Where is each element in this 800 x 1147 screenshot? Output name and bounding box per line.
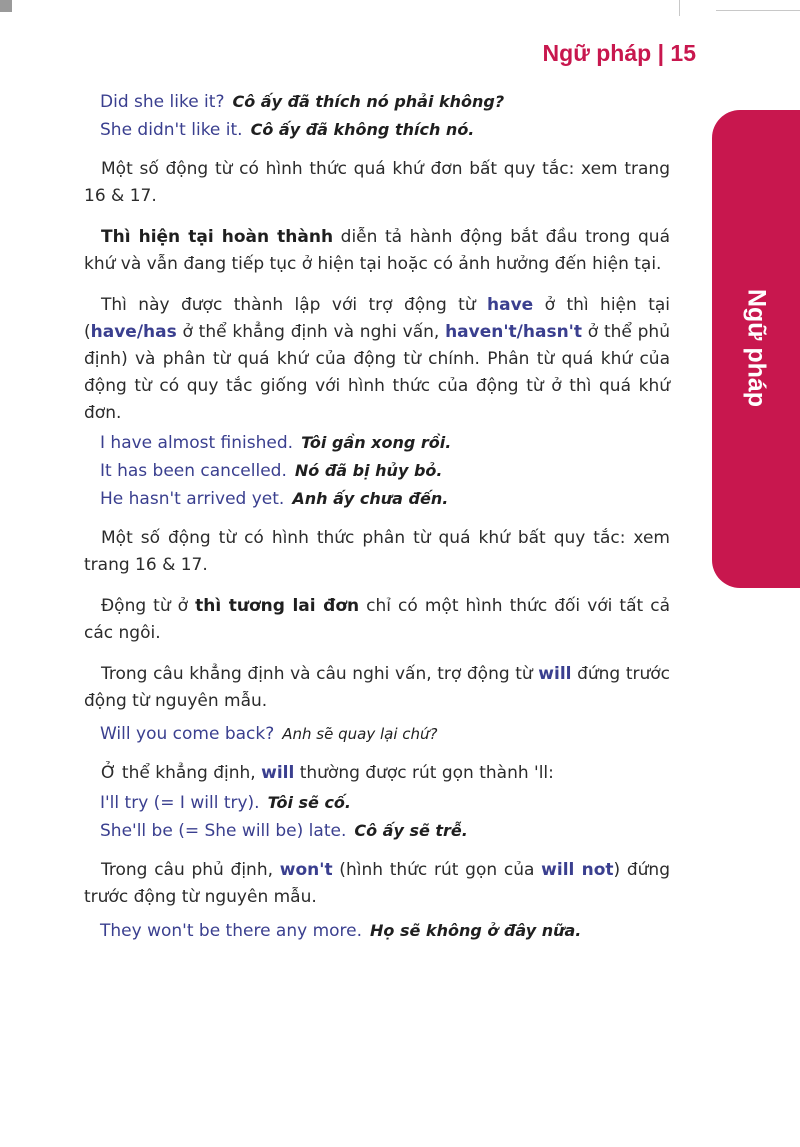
example-line <box>100 116 670 144</box>
example-vietnamese: Anh ấy chưa đến. <box>292 489 449 508</box>
paragraph <box>84 525 670 579</box>
example-line <box>100 817 670 845</box>
keyword: thì tương lai đơn <box>195 596 360 616</box>
example-line <box>100 789 670 817</box>
example-line <box>100 457 670 485</box>
paragraph-text: ) đứng trước động từ nguyên mẫu. <box>84 860 670 907</box>
paragraph-text: (hình thức rút gọn của <box>332 860 542 880</box>
example-vietnamese: Anh sẽ quay lại chứ? <box>282 725 438 743</box>
example-english: I have almost finished. <box>100 433 294 453</box>
example-english: They won't be there any more. <box>100 921 363 941</box>
keyword: Thì hiện tại hoàn thành <box>101 227 334 247</box>
example-line <box>100 721 670 748</box>
keyword: will <box>538 664 572 684</box>
example-vietnamese: Cô ấy đã không thích nó. <box>250 120 475 139</box>
example-english: I'll try (= I will try). <box>100 793 260 813</box>
paragraph-text: thường được rút gọn thành 'll: <box>294 763 554 783</box>
example-group-negative <box>84 917 670 945</box>
keyword: have/has <box>90 322 177 342</box>
crop-rule-vertical <box>679 0 680 16</box>
example-vietnamese: Tôi sẽ cố. <box>267 793 351 812</box>
paragraph <box>84 156 670 210</box>
paragraph-text: chỉ có một hình thức đối với tất cả các ngôi. <box>84 596 670 643</box>
paragraph-text: Động từ ở <box>101 596 196 616</box>
example-vietnamese: Nó đã bị hủy bỏ. <box>294 461 443 480</box>
paragraph-text: Một số động từ có hình thức phân từ quá khứ bất quy tắc: xem trang 16 & 17. <box>84 528 670 575</box>
example-vietnamese: Họ sẽ không ở đây nữa. <box>370 921 582 940</box>
example-english: Did she like it? <box>100 92 225 112</box>
paragraph <box>84 857 670 911</box>
keyword: will <box>261 763 295 783</box>
example-vietnamese: Cô ấy sẽ trễ. <box>354 821 468 840</box>
page-header: Ngữ pháp | 15 <box>542 40 696 66</box>
keyword: won't <box>279 860 333 880</box>
example-english: He hasn't arrived yet. <box>100 489 285 509</box>
paragraph-text: ở thể phủ định) và phân từ quá khứ của động từ chính. Phân từ quá khứ của động từ có quy tắc giống với hình thức của động từ ở thì quá khứ đơn. <box>84 322 670 423</box>
example-group-perfect <box>84 429 670 513</box>
paragraph-text: Trong câu khẳng định và câu nghi vấn, trợ động từ <box>101 664 539 684</box>
paragraph-text: Trong câu phủ định, <box>101 860 280 880</box>
paragraph-text: diễn tả hành động bắt đầu trong quá khứ và vẫn đang tiếp tục ở hiện tại hoặc có ảnh hưởng đến hiện tại. <box>84 227 671 274</box>
crop-rule-horizontal <box>716 10 800 11</box>
keyword: have <box>487 295 534 315</box>
paragraph <box>84 292 670 427</box>
example-group-contraction <box>84 789 670 845</box>
paragraph-text: Một số động từ có hình thức quá khứ đơn bất quy tắc: xem trang 16 & 17. <box>84 159 670 206</box>
paragraph <box>84 760 670 787</box>
keyword: haven't/hasn't <box>445 322 583 342</box>
example-vietnamese: Tôi gần xong rồi. <box>301 433 452 452</box>
example-english: She didn't like it. <box>100 120 243 140</box>
example-english: Will you come back? <box>100 724 275 744</box>
paragraph <box>84 224 670 278</box>
paragraph-text: ở thể khẳng định và nghi vấn, <box>176 322 446 342</box>
example-group-past <box>84 88 670 144</box>
example-line <box>100 88 670 116</box>
section-side-tab <box>712 110 800 588</box>
example-line <box>100 917 670 945</box>
example-line <box>100 485 670 513</box>
paragraph-text: Thì này được thành lập với trợ động từ <box>101 295 488 315</box>
crop-mark <box>0 0 12 12</box>
paragraph-text: Ở thể khẳng định, <box>101 763 262 783</box>
side-tab-label: Ngữ pháp <box>742 288 771 408</box>
paragraph <box>84 593 670 647</box>
example-english: She'll be (= She will be) late. <box>100 821 347 841</box>
example-vietnamese: Cô ấy đã thích nó phải không? <box>232 92 505 111</box>
paragraph <box>84 661 670 715</box>
page-content <box>84 88 670 957</box>
example-english: It has been cancelled. <box>100 461 287 481</box>
keyword: will not <box>541 860 614 880</box>
paragraph-text: đứng trước động từ nguyên mẫu. <box>84 664 670 711</box>
example-line <box>100 429 670 457</box>
paragraph-text: ở thì hiện tại ( <box>84 295 671 342</box>
example-group-future-question <box>84 721 670 748</box>
